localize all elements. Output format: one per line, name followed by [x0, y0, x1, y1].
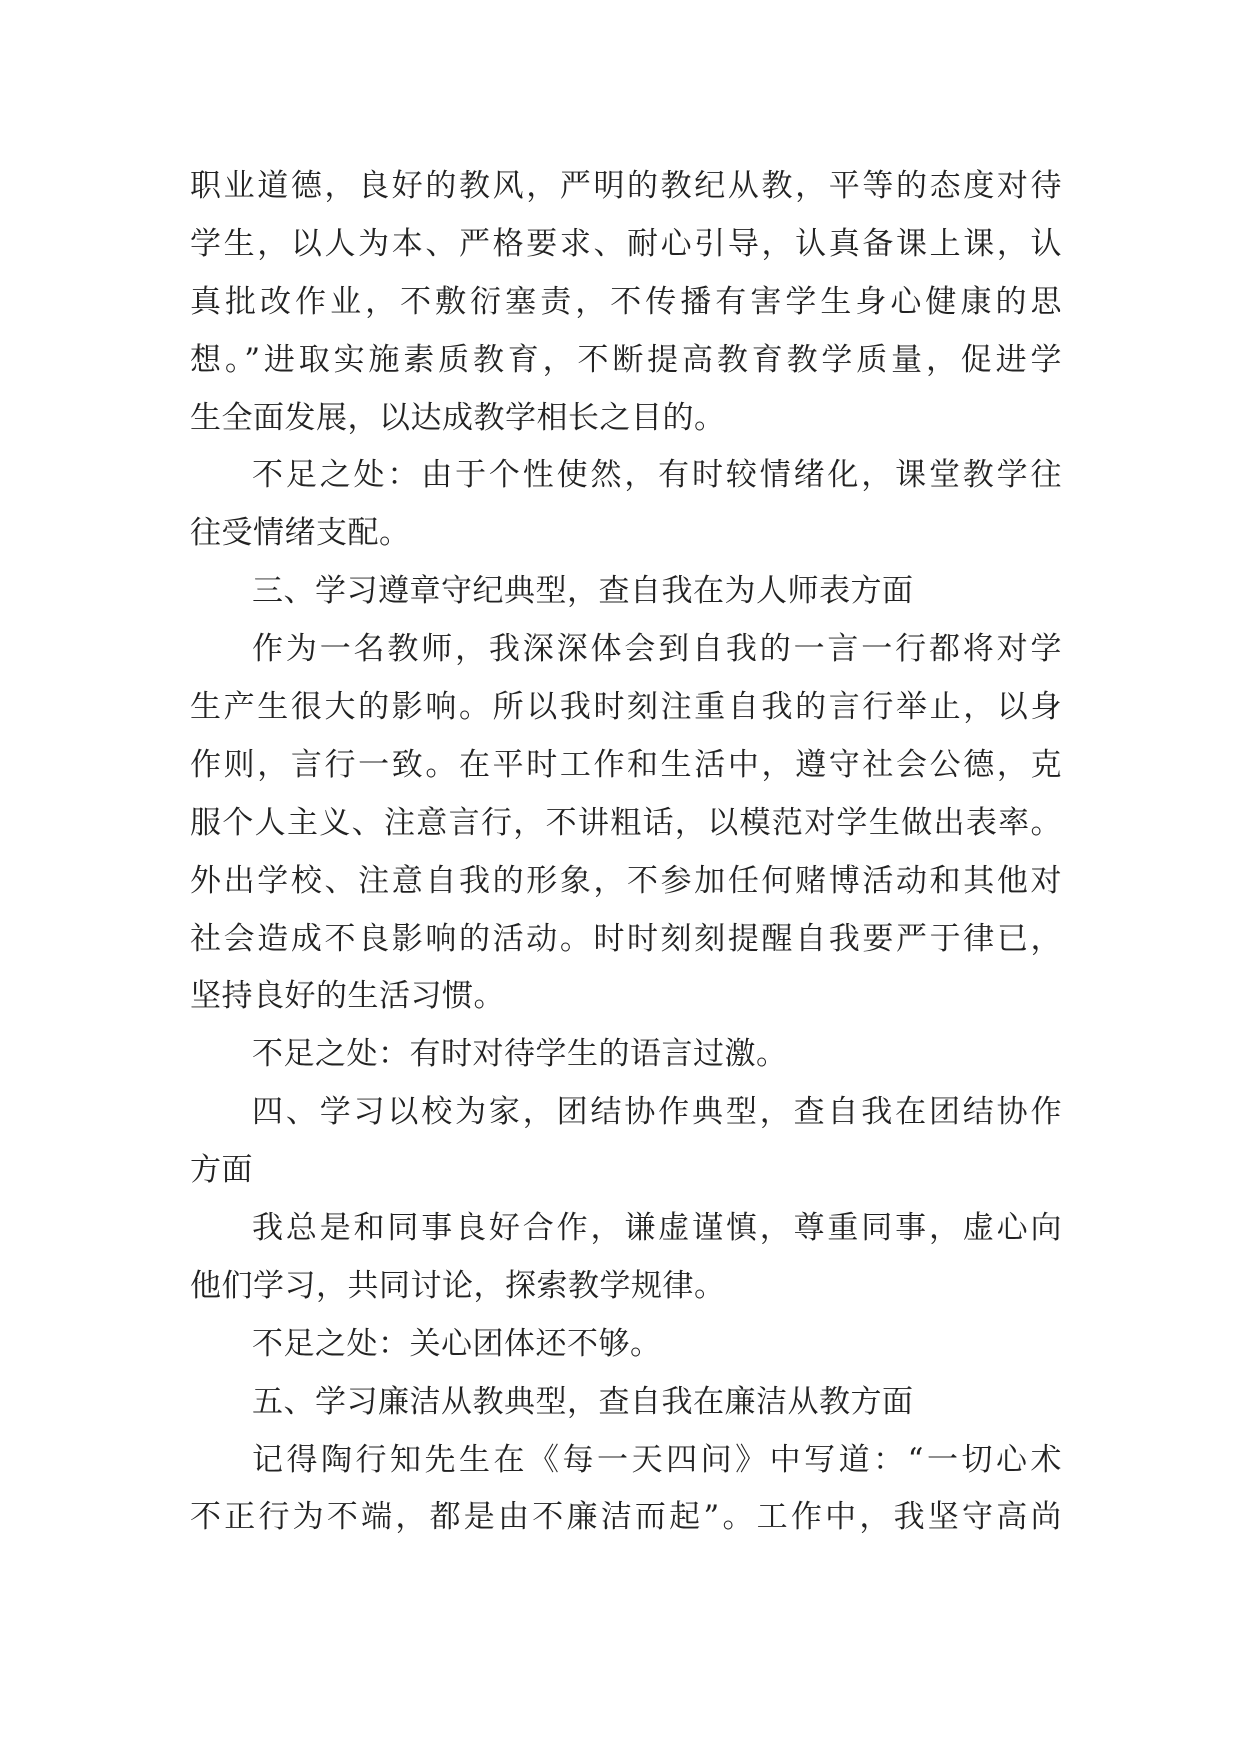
text-line: 外出学校、注意自我的形象，不参加任何赌博活动和其他对 [190, 862, 1062, 899]
text-line: 方面 [190, 1152, 253, 1189]
text-line: 想。”进取实施素质教育，不断提高教育教学质量，促进学 [190, 341, 1062, 378]
text-line: 三、学习遵章守纪典型，查自我在为人师表方面 [252, 573, 914, 610]
document-body [190, 158, 1062, 1547]
text-line: 不足之处：关心团体还不够。 [252, 1325, 662, 1362]
text-line: 我总是和同事良好合作，谦虚谨慎，尊重同事，虚心向 [252, 1210, 1062, 1247]
text-line: 不正行为不端，都是由不廉洁而起”。工作中，我坚守高尚 [190, 1499, 1062, 1536]
text-line: 服个人主义、注意言行，不讲粗话，以模范对学生做出表率。 [190, 804, 1062, 841]
text-line: 生产生很大的影响。所以我时刻注重自我的言行举止，以身 [190, 689, 1062, 726]
text-line: 四、学习以校为家，团结协作典型，查自我在团结协作 [252, 1094, 1062, 1131]
text-line: 职业道德，良好的教风，严明的教纪从教，平等的态度对待 [190, 168, 1062, 204]
text-line: 记得陶行知先生在《每一天四问》中写道：“一切心术 [252, 1441, 1062, 1478]
text-line: 作为一名教师，我深深体会到自我的一言一行都将对学 [252, 631, 1062, 668]
text-line: 不足之处：由于个性使然，有时较情绪化，课堂教学往 [252, 457, 1062, 494]
text-line: 不足之处：有时对待学生的语言过激。 [252, 1036, 788, 1073]
text-line: 学生，以人为本、严格要求、耐心引导，认真备课上课，认 [190, 225, 1062, 262]
text-line: 坚持良好的生活习惯。 [190, 978, 505, 1015]
text-line: 往受情绪支配。 [190, 515, 411, 552]
text-line: 五、学习廉洁从教典型，查自我在廉洁从教方面 [252, 1383, 914, 1420]
text-line: 社会造成不良影响的活动。时时刻刻提醒自我要严于律已， [190, 920, 1062, 957]
text-line: 作则，言行一致。在平时工作和生活中，遵守社会公德，克 [190, 746, 1062, 783]
text-line: 他们学习，共同讨论，探索教学规律。 [190, 1267, 726, 1304]
text-line: 真批改作业，不敷衍塞责，不传播有害学生身心健康的思 [190, 283, 1062, 320]
text-line: 生全面发展，以达成教学相长之目的。 [190, 399, 726, 436]
